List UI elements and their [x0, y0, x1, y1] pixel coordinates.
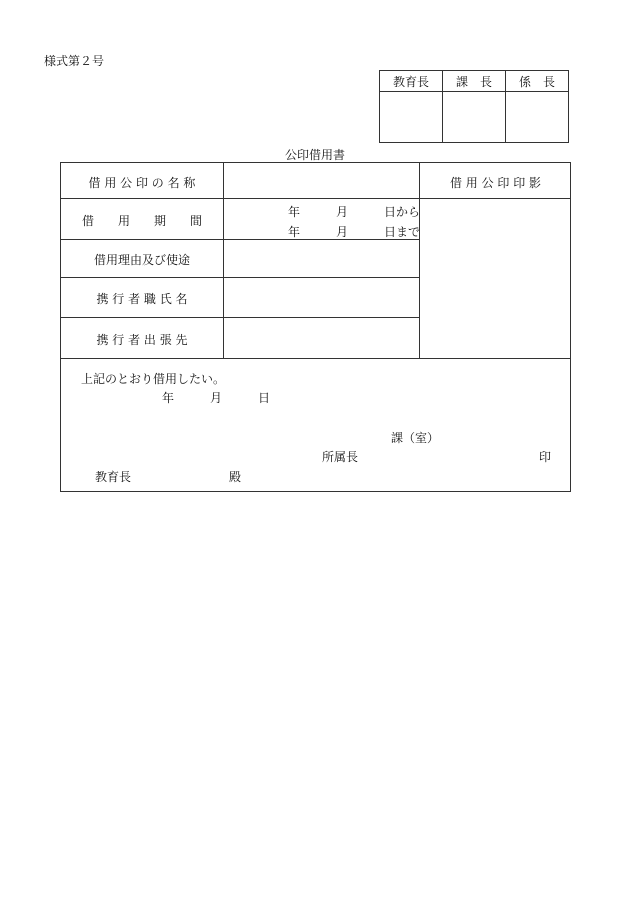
period-to[interactable]: 年 月 日まで: [288, 225, 421, 239]
period-label: 借 用 期 間: [81, 214, 202, 228]
addressee-label: 教育長: [95, 470, 132, 484]
honorific-label: 殿: [229, 470, 242, 484]
row-divider: [61, 358, 571, 359]
form-number: 様式第２号: [44, 54, 105, 68]
period-from[interactable]: 年 月 日から: [288, 205, 421, 219]
carrier-label: 携 行 者 職 氏 名: [96, 292, 188, 306]
approval-header-superintendent: 教育長: [380, 71, 443, 92]
seal-impression-label: 借 用 公 印 印 影: [449, 176, 542, 190]
seal-impression-box[interactable]: [420, 199, 571, 358]
approval-header-section-chief: 課 長: [443, 71, 506, 92]
seal-name-label: 借 用 公 印 の 名 称: [88, 176, 196, 190]
approval-stamp-box-section-chief[interactable]: [443, 92, 506, 143]
head-label: 所属長: [322, 450, 359, 464]
approval-header-subsection-chief: 係 長: [506, 71, 569, 92]
destination-field[interactable]: [224, 318, 419, 358]
seal-mark: 印: [539, 450, 552, 464]
approval-stamp-box-subsection-chief[interactable]: [506, 92, 569, 143]
statement-date[interactable]: 年 月 日: [162, 391, 271, 405]
document-title: 公印借用書: [284, 148, 345, 162]
loan-form: [60, 162, 571, 492]
approval-stamp-table: [379, 70, 569, 143]
section-label: 課（室）: [391, 431, 440, 445]
statement-text: 上記のとおり借用したい。: [81, 372, 226, 386]
purpose-field[interactable]: [224, 240, 419, 277]
seal-name-field[interactable]: [224, 163, 419, 198]
purpose-label: 借用理由及び使途: [93, 253, 190, 267]
approval-stamp-box-superintendent[interactable]: [380, 92, 443, 143]
destination-label: 携 行 者 出 張 先: [96, 333, 188, 347]
carrier-field[interactable]: [224, 278, 419, 317]
